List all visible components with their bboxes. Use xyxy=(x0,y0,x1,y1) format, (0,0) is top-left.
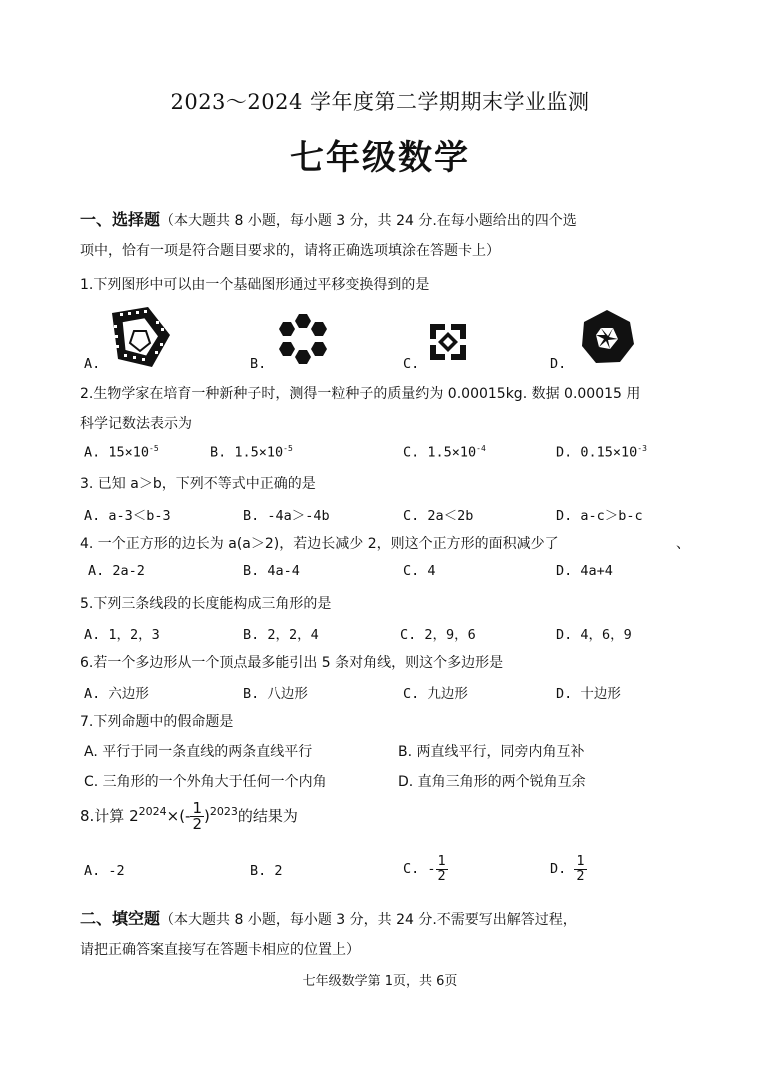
q8-stem: 8.计算 $2^{2024}\times(-$ $\frac{1}{2}$ )$^{2023}$的结果为 xyxy=(80,799,298,833)
q8-option-a: A. -2 xyxy=(84,863,125,879)
q3-option-c: C. 2a＜2b xyxy=(403,508,474,524)
section2-desc-1: （本大题共 8 小题，每小题 3 分，共 24 分.不需要写出解答过程， xyxy=(160,912,577,928)
q8-option-c-fraction: $\frac{1}{2}$ xyxy=(437,853,446,884)
q4-option-a: A. 2a-2 xyxy=(88,563,145,579)
q8-option-c: C. - $\frac{1}{2}$ xyxy=(403,853,446,884)
q7-option-a: A. 平行于同一条直线的两条直线平行 xyxy=(84,744,313,760)
q1-label-b: B. xyxy=(250,356,267,372)
q1-label-d: D. xyxy=(550,356,567,372)
hexagon-ring-icon xyxy=(275,312,337,368)
q8-option-d: D. $\frac{1}{2}$ xyxy=(550,853,585,884)
section2-header xyxy=(80,906,577,929)
q1-stem: 1.下列图形中可以由一个基础图形通过平移变换得到的是 xyxy=(80,277,430,293)
exam-title: 2023～2024 学年度第二学期期末学业监测 xyxy=(170,90,590,114)
section1-heading: 一、选择题 xyxy=(80,210,161,229)
q2-option-a: A. $15\times 10^{-5}$ xyxy=(84,444,159,461)
square-pattern-icon xyxy=(428,322,468,362)
q2-stem-1: 2.生物学家在培育一种新种子时，测得一粒种子的质量约为 0.00015kg. 数据 0.00015 用 xyxy=(80,386,641,402)
q4-mark: 、 xyxy=(676,536,690,552)
q1-label-c: C. xyxy=(403,356,420,372)
section2-desc-2: 请把正确答案直接写在答题卡相应的位置上） xyxy=(80,942,360,958)
section1-desc-2: 项中，恰有一项是符合题目要求的，请将正确选项填涂在答题卡上） xyxy=(80,243,500,259)
q7-stem: 7.下列命题中的假命题是 xyxy=(80,714,234,730)
q4-option-c: C. 4 xyxy=(403,563,436,579)
page-footer: 七年级数学第 1页，共 6页 xyxy=(302,974,458,989)
q6-option-c: C. 九边形 xyxy=(403,686,468,702)
q3-option-d: D. a-c＞b-c xyxy=(556,508,643,524)
q2-stem-2: 科学记数法表示为 xyxy=(80,416,192,432)
q2-option-b: B. $1.5\times 10^{-5}$ xyxy=(210,444,293,461)
q3-option-a: A. a-3＜b-3 xyxy=(84,508,171,524)
star-figure-icon xyxy=(104,305,176,371)
q6-stem: 6.若一个多边形从一个顶点最多能引出 5 条对角线，则这个多边形是 xyxy=(80,655,504,671)
q5-option-d: D. 4，6，9 xyxy=(556,627,632,643)
q6-option-d: D. 十边形 xyxy=(556,686,621,702)
q5-option-c: C. 2，9，6 xyxy=(400,627,476,643)
q4-option-b: B. 4a-4 xyxy=(243,563,300,579)
section1-desc-1: （本大题共 8 小题，每小题 3 分，共 24 分.在每小题给出的四个选 xyxy=(160,213,577,229)
q3-stem: 3. 已知 a＞b，下列不等式中正确的是 xyxy=(80,476,316,492)
q6-option-b: B. 八边形 xyxy=(243,686,308,702)
q2-option-c: C. $1.5\times 10^{-4}$ xyxy=(403,444,486,461)
q8-option-b: B. 2 xyxy=(250,863,283,879)
q1-label-a: A. xyxy=(84,356,101,372)
q4-stem: 4. 一个正方形的边长为 a(a＞2)，若边长减少 2，则这个正方形的面积减少了 xyxy=(80,536,559,552)
q7-option-b: B. 两直线平行，同旁内角互补 xyxy=(398,744,585,760)
q2-option-d: D. $0.15\times 10^{-3}$ xyxy=(556,444,647,461)
q5-option-b: B. 2，2，4 xyxy=(243,627,319,643)
q5-stem: 5.下列三条线段的长度能构成三角形的是 xyxy=(80,596,332,612)
q6-option-a: A. 六边形 xyxy=(84,686,149,702)
section1-header xyxy=(80,207,577,230)
section2-heading: 二、填空题 xyxy=(80,909,161,928)
q8-option-d-fraction: $\frac{1}{2}$ xyxy=(576,853,585,884)
q7-option-c: C. 三角形的一个外角大于任何一个内角 xyxy=(84,774,327,790)
q5-option-a: A. 1，2，3 xyxy=(84,627,160,643)
q4-option-d: D. 4a+4 xyxy=(556,563,613,579)
q8-fraction: $\frac{1}{2}$ xyxy=(192,799,203,833)
q7-option-d: D. 直角三角形的两个锐角互余 xyxy=(398,774,586,790)
exam-subtitle: 七年级数学 xyxy=(290,138,470,178)
q3-option-b: B. -4a＞-4b xyxy=(243,508,330,524)
shutter-icon xyxy=(578,308,636,366)
